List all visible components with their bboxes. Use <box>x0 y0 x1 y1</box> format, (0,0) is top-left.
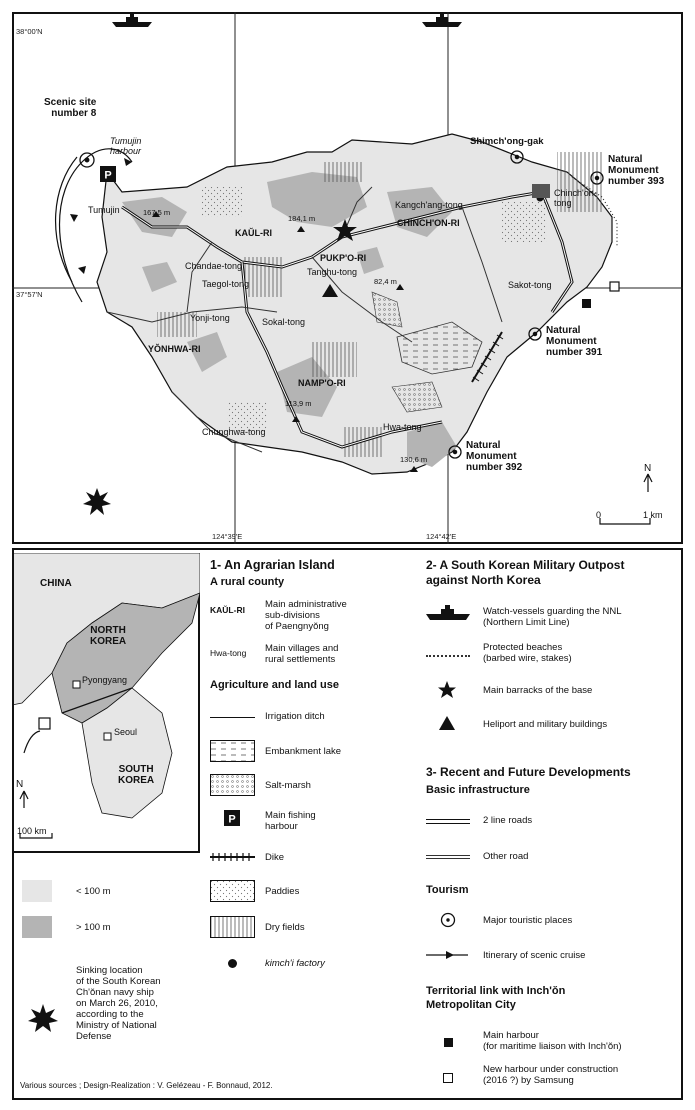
legend-above-100: > 100 m <box>76 922 111 933</box>
label-nm391: Natural Monument number 391 <box>546 325 603 358</box>
label-kaul-ri: KAŬL-RI <box>235 228 272 238</box>
legend1-item-2: Salt-marsh <box>265 780 311 791</box>
sym-embankment-lake <box>210 740 255 762</box>
legend1-item-7: kimch'i factory <box>265 958 325 969</box>
legend3-tour1: Major touristic places <box>483 915 573 926</box>
elev-1139: 113,9 m <box>285 399 312 408</box>
legend3-tourism-title: Tourism <box>426 884 469 896</box>
main-map-svg <box>12 12 683 544</box>
legend1-hwa-key: Hwa-tong <box>210 648 247 658</box>
label-nm392: Natural Monument number 392 <box>466 440 523 473</box>
label-yonhwa-ri: YŎNHWA-RI <box>148 344 201 354</box>
paddies-2 <box>502 202 547 242</box>
label-chunghwa: Chunghwa-tong <box>202 427 266 437</box>
sym-protected-beaches <box>426 655 470 657</box>
new-harbour-icon <box>610 282 619 291</box>
legend1-title: 1- An Agrarian Island <box>210 558 335 572</box>
sym-watch-vessel-icon <box>426 605 470 621</box>
inset-south-korea-label: SOUTH KOREA <box>118 764 155 786</box>
tourist-place-icon-scenic <box>80 153 94 167</box>
label-scenic-site: Scenic site number 8 <box>44 97 97 119</box>
sym-tourist-place-icon <box>440 912 456 928</box>
elev-1306: 130,6 m <box>400 455 428 464</box>
legend2-item-0: Watch-vessels guarding the NNL (Northern Limit Line) <box>483 606 622 628</box>
legend-sinking: Sinking location of the South Korean Ch'ŏnan navy ship on March 26, 2010, according to the Ministry of National Defense <box>76 965 161 1042</box>
legend3-road-other: Other road <box>483 851 529 862</box>
sym-dike <box>210 852 255 862</box>
main-harbour-icon <box>582 299 591 308</box>
legend3-harbour: Main harbour (for maritime liaison with Inch'ŏn) <box>483 1030 622 1052</box>
legend3-tour2: Itinerary of scenic cruise <box>483 950 586 961</box>
label-nm393: Natural Monument number 393 <box>608 154 665 187</box>
north-arrow-icon <box>644 474 652 492</box>
elev-824: 82,4 m <box>374 277 397 286</box>
label-chandae: Chandae-tong <box>185 261 243 271</box>
legend1-subtitle: A rural county <box>210 576 285 588</box>
paddies-1 <box>202 187 242 217</box>
watch-vessel-icon-1 <box>112 14 152 27</box>
label-kangchang: Kangch'ang-tong <box>395 200 463 210</box>
scale-label-0: 0 <box>596 510 602 520</box>
sym-other-road <box>426 855 470 859</box>
legend1-item-1: Embankment lake <box>265 746 342 757</box>
sym-kimchi-factory-icon <box>228 959 237 968</box>
sym-main-harbour-icon <box>444 1038 453 1047</box>
label-hwa-tong: Hwa-tong <box>383 422 422 432</box>
label-tanghu: Tanghu-tong <box>307 267 358 277</box>
legend3-title: 3- Recent and Future Developments <box>426 765 631 779</box>
elev-1675: 167,5 m <box>143 208 171 217</box>
village-chinchon <box>532 184 550 198</box>
legend1-item-4: Dike <box>265 852 285 863</box>
legend2-item-3: Heliport and military buildings <box>483 719 608 730</box>
dry-fields-2 <box>312 342 357 377</box>
legend1-item-3: Main fishing harbour <box>265 810 316 832</box>
sym-salt-marsh <box>210 774 255 796</box>
legend1-agri-title: Agriculture and land use <box>210 679 339 691</box>
elev-1841: 184,1 m <box>288 214 316 223</box>
legend1-item-5: Paddies <box>265 886 300 897</box>
coord-lat-top: 38°00'N <box>16 27 43 36</box>
inset-scale-label: 100 km <box>17 826 47 836</box>
dry-fields-4 <box>322 162 362 182</box>
coord-lat-mid: 37°57'N <box>16 290 43 299</box>
sinking-location-icon <box>83 488 111 515</box>
legend2-item-2: Main barracks of the base <box>483 685 593 696</box>
legend1-item-6: Dry fields <box>265 922 305 933</box>
label-nampo-ri: NAMP'O-RI <box>298 378 346 388</box>
label-sakot: Sakot-tong <box>508 280 552 290</box>
label-shimchong: Shimch'ong-gak <box>470 136 544 147</box>
svg-text:P: P <box>104 169 112 182</box>
inset-seoul-label: Seoul <box>114 727 138 737</box>
legend1-kaul-key: KAŬL-RI <box>210 605 245 615</box>
north-label: N <box>644 463 652 474</box>
legend2-item-1: Protected beaches (barbed wire, stakes) <box>483 642 572 664</box>
inset-north-label: N <box>16 779 24 790</box>
inset-china-label: CHINA <box>40 578 72 589</box>
fishing-harbour-icon <box>100 166 116 182</box>
sym-fishing-harbour-icon <box>224 810 240 826</box>
svg-text:P: P <box>228 813 236 826</box>
label-sokal: Sokal-tong <box>262 317 306 327</box>
label-taegol: Taegol-tong <box>202 279 250 289</box>
swatch-above-100 <box>22 916 52 938</box>
label-chinchon-tong: Chinch'on- tong <box>554 188 597 208</box>
scale-label-1km: 1 km <box>643 510 663 520</box>
coord-lon-right: 124°42'E <box>426 532 457 541</box>
sym-two-line-road <box>426 819 470 824</box>
legend3-infra-title: Basic infrastructure <box>426 784 530 796</box>
legend3-new-harbour: New harbour under construction (2016 ?) by Samsung <box>483 1064 619 1086</box>
legend1-hwa-desc: Main villages and rural settlements <box>265 643 339 665</box>
legend3-road2: 2 line roads <box>483 815 533 826</box>
label-tumujin-harbour: Tumujin harbour <box>110 136 142 156</box>
coord-lon-left: 124°39'E <box>212 532 243 541</box>
legend1-item-0: Irrigation ditch <box>265 711 325 722</box>
label-pukpo-ri: PUKP'O-RI <box>320 253 367 263</box>
swatch-below-100 <box>22 880 52 902</box>
sym-new-harbour-icon <box>443 1073 453 1083</box>
inset-north-korea-label: NORTH KOREA <box>90 625 127 647</box>
sym-scenic-cruise-icon <box>426 950 470 960</box>
sym-irrigation-ditch <box>210 717 255 718</box>
label-tumujin: Tumujin <box>88 205 120 215</box>
sym-paddies <box>210 880 255 902</box>
inset-pyongyang-label: Pyongyang <box>82 675 128 685</box>
legend3-link-title: Territorial link with Inch'ŏn Metropolitan City <box>426 985 566 1011</box>
legend-below-100: < 100 m <box>76 886 111 897</box>
legend1-kaul-desc: Main administrative sub-divisions of Paengnyŏng <box>265 599 347 632</box>
sym-barracks-star-icon <box>438 681 456 699</box>
legend-sources: Various sources ; Design-Realization : V. Gelézeau - F. Bonnaud, 2012. <box>20 1081 273 1090</box>
label-yonji: Yonji-tong <box>190 313 230 323</box>
legend2-title: 2- A South Korean Military Outpost against North Korea <box>426 558 625 587</box>
sym-heliport-icon <box>439 716 455 730</box>
label-chinchon-ri: CHINCH'ON-RI <box>397 218 460 228</box>
legend-sinking-star-icon <box>26 1002 60 1036</box>
sym-dry-fields <box>210 916 255 938</box>
watch-vessel-icon-2 <box>422 14 462 27</box>
